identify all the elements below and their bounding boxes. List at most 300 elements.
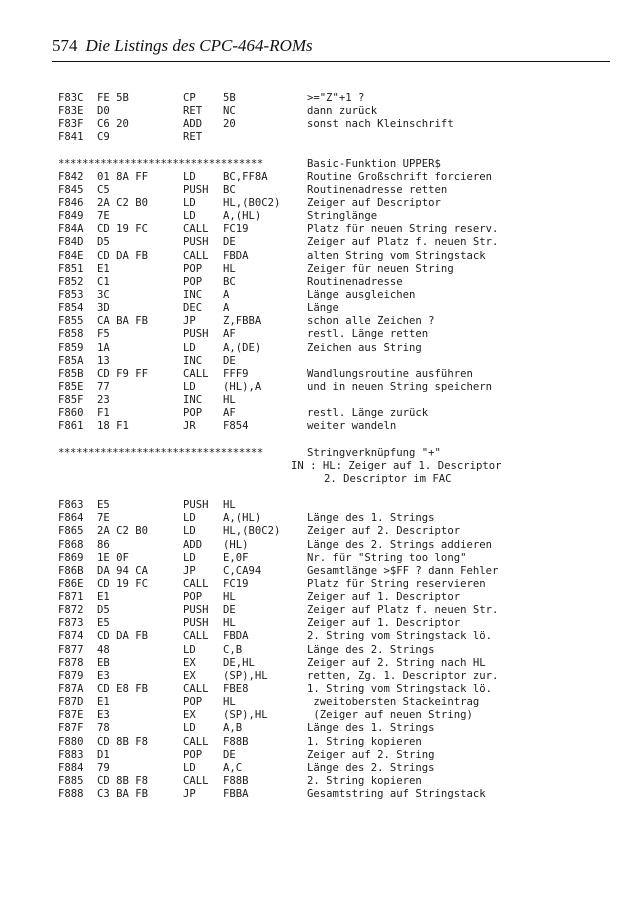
listing-row	[58, 512, 610, 525]
listing-row	[58, 644, 610, 657]
hex-bytes: 7E	[97, 210, 110, 223]
listing-row	[58, 381, 610, 394]
separator-stars: **********************************	[58, 446, 263, 459]
address: F87E	[58, 709, 84, 722]
hex-bytes: 3C	[97, 288, 110, 301]
mnemonic: CALL	[183, 367, 209, 380]
address: F86B	[58, 564, 84, 577]
section-header-concat	[58, 447, 610, 460]
operand: E,0F	[223, 551, 249, 564]
section-title: Basic-Funktion UPPER$	[307, 157, 441, 170]
hex-bytes: CD 19 FC	[97, 223, 149, 236]
hex-bytes: F5	[97, 328, 110, 341]
comment: Zeiger auf 2. String nach HL	[307, 656, 486, 669]
hex-bytes: 01 8A FF	[97, 170, 149, 183]
comment: Routinenadresse retten	[307, 183, 448, 196]
operand: F88B	[223, 775, 249, 788]
listing-row	[58, 223, 610, 236]
mnemonic: POP	[183, 407, 203, 420]
listing-row	[58, 578, 610, 591]
listing-row	[58, 617, 610, 630]
address: F85F	[58, 394, 84, 407]
address: F858	[58, 328, 84, 341]
listing-row	[58, 250, 610, 263]
listing-row	[58, 276, 610, 289]
hex-bytes: DA 94 CA	[97, 564, 149, 577]
address: F84D	[58, 236, 84, 249]
mnemonic: LD	[183, 380, 196, 393]
comment: Wandlungsroutine ausführen	[307, 367, 473, 380]
mnemonic: LD	[183, 525, 196, 538]
hex-bytes: 3D	[97, 302, 110, 315]
mnemonic: INC	[183, 288, 203, 301]
mnemonic: CALL	[183, 249, 209, 262]
listing-row	[58, 709, 610, 722]
comment: Länge des 2. Strings	[307, 643, 435, 656]
operand: NC	[223, 105, 236, 118]
hex-bytes: C6 20	[97, 118, 129, 131]
comment: Zeiger auf 1. Descriptor	[307, 591, 461, 604]
hex-bytes: 79	[97, 761, 110, 774]
listing-row	[58, 525, 610, 538]
comment: Länge des 2. Strings addieren	[307, 538, 492, 551]
hex-bytes: 86	[97, 538, 110, 551]
mnemonic: LD	[183, 196, 196, 209]
mnemonic: JP	[183, 564, 196, 577]
listing-block-compare	[58, 92, 610, 145]
comment: restl. Länge zurück	[307, 407, 429, 420]
address: F841	[58, 131, 84, 144]
hex-bytes: 1E 0F	[97, 551, 129, 564]
address: F85E	[58, 380, 84, 393]
address: F888	[58, 788, 84, 801]
address: F885	[58, 775, 84, 788]
address: F849	[58, 210, 84, 223]
section-title: Stringverknüpfung "+"	[307, 446, 441, 459]
operand: (SP),HL	[223, 669, 268, 682]
comment: Zeichen aus String	[307, 341, 422, 354]
listing-row	[58, 118, 610, 131]
listing-row	[58, 92, 610, 105]
hex-bytes: E1	[97, 591, 110, 604]
mnemonic: LD	[183, 551, 196, 564]
listing-row	[58, 683, 610, 696]
hex-bytes: E1	[97, 696, 110, 709]
operand: A,(HL)	[223, 210, 262, 223]
operand: (HL),A	[223, 380, 262, 393]
comment: (Zeiger auf neuen String)	[307, 709, 473, 722]
mnemonic: PUSH	[183, 617, 209, 630]
operand: HL	[223, 262, 236, 275]
address: F871	[58, 591, 84, 604]
mnemonic: EX	[183, 669, 196, 682]
listing-row	[58, 210, 610, 223]
comment: Zeiger auf Platz f. neuen Str.	[307, 236, 499, 249]
address: F846	[58, 196, 84, 209]
mnemonic: PUSH	[183, 499, 209, 512]
section-intro-line: IN : HL: Zeiger auf 1. Descriptor	[291, 459, 502, 472]
address: F87D	[58, 696, 84, 709]
listing-row	[58, 355, 610, 368]
listing-row	[58, 105, 610, 118]
listing-row	[58, 565, 610, 578]
listing-row	[58, 289, 610, 302]
comment: Platz für String reservieren	[307, 577, 486, 590]
operand: HL	[223, 591, 236, 604]
listing-row	[58, 131, 610, 144]
listing-row	[58, 328, 610, 341]
operand: HL,(B0C2)	[223, 525, 281, 538]
address: F85A	[58, 354, 84, 367]
mnemonic: PUSH	[183, 183, 209, 196]
listing-row	[58, 762, 610, 775]
comment: weiter wandeln	[307, 420, 397, 433]
listing-row	[58, 591, 610, 604]
operand: HL,(B0C2)	[223, 196, 281, 209]
listing-row	[58, 236, 610, 249]
listing-row	[58, 263, 610, 276]
operand: DE	[223, 748, 236, 761]
mnemonic: EX	[183, 709, 196, 722]
mnemonic: CALL	[183, 577, 209, 590]
comment: Länge des 2. Strings	[307, 761, 435, 774]
comment: Zeiger auf Platz f. neuen Str.	[307, 604, 499, 617]
listing-row	[58, 775, 610, 788]
listing-block-concat	[58, 499, 610, 801]
address: F84E	[58, 249, 84, 262]
operand: A,(DE)	[223, 341, 262, 354]
hex-bytes: 7E	[97, 512, 110, 525]
comment	[307, 394, 610, 407]
comment: Routinenadresse	[307, 275, 403, 288]
operand: BC	[223, 275, 236, 288]
section-intro-line: 2. Descriptor im FAC	[324, 472, 452, 485]
page-number: 574	[52, 36, 78, 55]
hex-bytes: CD 8B F8	[97, 775, 149, 788]
mnemonic: POP	[183, 275, 203, 288]
listing-row	[58, 696, 610, 709]
block-gap	[58, 434, 610, 447]
listing-row	[58, 788, 610, 801]
address: F83C	[58, 92, 84, 104]
address: F861	[58, 420, 84, 433]
operand: 20	[223, 118, 236, 131]
address: F872	[58, 604, 84, 617]
header-rule	[52, 61, 610, 62]
hex-bytes: CD F9 FF	[97, 367, 149, 380]
hex-bytes: 2A C2 B0	[97, 196, 149, 209]
mnemonic: LD	[183, 210, 196, 223]
operand: A	[223, 302, 230, 315]
hex-bytes: 77	[97, 380, 110, 393]
address: F883	[58, 748, 84, 761]
hex-bytes: CD DA FB	[97, 249, 149, 262]
page-title: Die Listings des CPC-464-ROMs	[85, 36, 313, 55]
listing-row	[58, 407, 610, 420]
hex-bytes: C9	[97, 131, 110, 144]
hex-bytes: 78	[97, 722, 110, 735]
mnemonic: POP	[183, 748, 203, 761]
address: F86E	[58, 577, 84, 590]
comment: Nr. für "String too long"	[307, 551, 467, 564]
comment: dann zurück	[307, 105, 378, 118]
hex-bytes: 2A C2 B0	[97, 525, 149, 538]
hex-bytes: FE 5B	[97, 92, 129, 104]
operand: BC	[223, 183, 236, 196]
comment: retten, Zg. 1. Descriptor zur.	[307, 669, 499, 682]
mnemonic: ADD	[183, 118, 203, 131]
comment	[307, 355, 610, 368]
operand: DE	[223, 604, 236, 617]
comment: 2. String vom Stringstack lö.	[307, 630, 492, 643]
listing-row	[58, 552, 610, 565]
mnemonic: JP	[183, 315, 196, 328]
mnemonic: INC	[183, 394, 203, 407]
mnemonic: ADD	[183, 538, 203, 551]
address: F87A	[58, 683, 84, 696]
mnemonic: DEC	[183, 302, 203, 315]
operand	[223, 131, 307, 144]
hex-bytes: 13	[97, 354, 110, 367]
comment	[307, 131, 610, 144]
address: F877	[58, 643, 84, 656]
listing-row	[58, 670, 610, 683]
comment: >="Z"+1 ?	[307, 92, 365, 104]
section-header-upper	[58, 158, 610, 171]
operand: DE	[223, 354, 236, 367]
operand: 5B	[223, 92, 236, 104]
operand: F854	[223, 420, 249, 433]
comment: Länge des 1. Strings	[307, 512, 435, 525]
address: F845	[58, 183, 84, 196]
listing-row	[58, 420, 610, 433]
address: F878	[58, 656, 84, 669]
hex-bytes: 48	[97, 643, 110, 656]
address: F860	[58, 407, 84, 420]
hex-bytes: D5	[97, 236, 110, 249]
address: F865	[58, 525, 84, 538]
mnemonic: LD	[183, 643, 196, 656]
comment: zweitobersten Stackeintrag	[307, 696, 480, 709]
operand: AF	[223, 407, 236, 420]
comment: Länge ausgleichen	[307, 288, 416, 301]
listing-row	[58, 302, 610, 315]
mnemonic: CALL	[183, 223, 209, 236]
address: F855	[58, 315, 84, 328]
hex-bytes: E1	[97, 262, 110, 275]
hex-bytes: CD 19 FC	[97, 577, 149, 590]
operand: AF	[223, 328, 236, 341]
operand: FBE8	[223, 683, 249, 696]
mnemonic: PUSH	[183, 236, 209, 249]
mnemonic: PUSH	[183, 604, 209, 617]
hex-bytes: E5	[97, 617, 110, 630]
comment: 1. String kopieren	[307, 735, 422, 748]
mnemonic: PUSH	[183, 328, 209, 341]
operand: FBDA	[223, 630, 249, 643]
comment: sonst nach Kleinschrift	[307, 118, 454, 131]
operand: Z,FBBA	[223, 315, 262, 328]
listing-row	[58, 184, 610, 197]
hex-bytes: 1A	[97, 341, 110, 354]
address: F879	[58, 669, 84, 682]
comment: Gesamtstring auf Stringstack	[307, 788, 486, 801]
operand: HL	[223, 394, 236, 407]
listing-row	[58, 722, 610, 735]
listing-row	[58, 604, 610, 617]
comment: restl. Länge retten	[307, 328, 429, 341]
listing-row	[58, 736, 610, 749]
hex-bytes: C1	[97, 275, 110, 288]
operand: A,C	[223, 761, 243, 774]
mnemonic: POP	[183, 696, 203, 709]
listing-row	[58, 539, 610, 552]
mnemonic: CP	[183, 92, 196, 104]
listing-row	[58, 630, 610, 643]
comment: und in neuen String speichern	[307, 380, 492, 393]
comment: Gesamtlänge >$FF ? dann Fehler	[307, 564, 499, 577]
hex-bytes: E3	[97, 669, 110, 682]
mnemonic: LD	[183, 341, 196, 354]
mnemonic: CALL	[183, 630, 209, 643]
comment: Platz für neuen String reserv.	[307, 223, 499, 236]
comment: schon alle Zeichen ?	[307, 315, 435, 328]
hex-bytes: F1	[97, 407, 110, 420]
operand: BC,FF8A	[223, 170, 268, 183]
operand: FC19	[223, 223, 249, 236]
hex-bytes: D5	[97, 604, 110, 617]
address: F868	[58, 538, 84, 551]
mnemonic: LD	[183, 512, 196, 525]
operand: HL	[223, 617, 236, 630]
comment: Länge	[307, 302, 339, 315]
address: F863	[58, 499, 84, 512]
mnemonic: LD	[183, 761, 196, 774]
intro-gap	[58, 486, 610, 499]
operand: (SP),HL	[223, 709, 268, 722]
mnemonic: LD	[183, 722, 196, 735]
comment: Länge des 1. Strings	[307, 722, 435, 735]
hex-bytes: 18 F1	[97, 420, 129, 433]
mnemonic: EX	[183, 656, 196, 669]
listing-row	[58, 499, 610, 512]
mnemonic: CALL	[183, 775, 209, 788]
hex-bytes: CD DA FB	[97, 630, 149, 643]
mnemonic: LD	[183, 170, 196, 183]
operand: C,B	[223, 643, 243, 656]
address: F852	[58, 275, 84, 288]
comment: Stringlänge	[307, 210, 378, 223]
operand: HL	[223, 696, 236, 709]
hex-bytes: D1	[97, 748, 110, 761]
hex-bytes: E5	[97, 499, 110, 512]
listing-row	[58, 394, 610, 407]
address: F87F	[58, 722, 84, 735]
mnemonic: POP	[183, 591, 203, 604]
page-header	[52, 36, 313, 56]
mnemonic: CALL	[183, 735, 209, 748]
operand: F88B	[223, 735, 249, 748]
operand: FC19	[223, 577, 249, 590]
comment: Zeiger auf 1. Descriptor	[307, 617, 461, 630]
comment: Routine Großschrift forcieren	[307, 170, 492, 183]
listing-row	[58, 171, 610, 184]
hex-bytes: CA BA FB	[97, 315, 149, 328]
operand: DE	[223, 236, 236, 249]
mnemonic: POP	[183, 262, 203, 275]
comment	[307, 499, 610, 512]
address: F83E	[58, 105, 84, 118]
listing-row	[58, 657, 610, 670]
mnemonic: CALL	[183, 683, 209, 696]
listing-row	[58, 368, 610, 381]
operand: DE,HL	[223, 656, 255, 669]
address: F851	[58, 262, 84, 275]
block-gap	[58, 145, 610, 158]
address: F85B	[58, 367, 84, 380]
operand: C,CA94	[223, 564, 262, 577]
operand: A,(HL)	[223, 512, 262, 525]
comment: 2. String kopieren	[307, 775, 422, 788]
address: F83F	[58, 118, 84, 131]
comment: Zeiger auf 2. Descriptor	[307, 525, 461, 538]
comment: Zeiger auf Descriptor	[307, 196, 441, 209]
comment: 1. String vom Stringstack lö.	[307, 683, 492, 696]
assembly-listing	[58, 92, 610, 801]
separator-stars: **********************************	[58, 157, 263, 170]
listing-row	[58, 749, 610, 762]
address: F842	[58, 170, 84, 183]
address: F880	[58, 735, 84, 748]
operand: FFF9	[223, 367, 249, 380]
hex-bytes: C5	[97, 183, 110, 196]
mnemonic: RET	[183, 131, 203, 144]
hex-bytes: EB	[97, 656, 110, 669]
hex-bytes: CD E8 FB	[97, 683, 149, 696]
comment: Zeiger auf 2. String	[307, 748, 435, 761]
listing-row	[58, 342, 610, 355]
address: F853	[58, 288, 84, 301]
comment: Zeiger für neuen String	[307, 262, 454, 275]
hex-bytes: D0	[97, 105, 110, 118]
address: F864	[58, 512, 84, 525]
address: F874	[58, 630, 84, 643]
address: F859	[58, 341, 84, 354]
comment: alten String vom Stringstack	[307, 249, 486, 262]
hex-bytes: CD 8B F8	[97, 735, 149, 748]
mnemonic: INC	[183, 354, 203, 367]
listing-block-upper	[58, 171, 610, 434]
address: F884	[58, 761, 84, 774]
hex-bytes: E3	[97, 709, 110, 722]
hex-bytes: 23	[97, 394, 110, 407]
mnemonic: RET	[183, 105, 203, 118]
mnemonic: JP	[183, 788, 196, 801]
address: F84A	[58, 223, 84, 236]
listing-row	[58, 197, 610, 210]
listing-row	[58, 315, 610, 328]
mnemonic: JR	[183, 420, 196, 433]
operand: FBDA	[223, 249, 249, 262]
hex-bytes: C3 BA FB	[97, 788, 149, 801]
address: F854	[58, 302, 84, 315]
address: F873	[58, 617, 84, 630]
operand: (HL)	[223, 538, 249, 551]
address: F869	[58, 551, 84, 564]
operand: HL	[223, 499, 236, 512]
operand: A,B	[223, 722, 243, 735]
operand: FBBA	[223, 788, 249, 801]
